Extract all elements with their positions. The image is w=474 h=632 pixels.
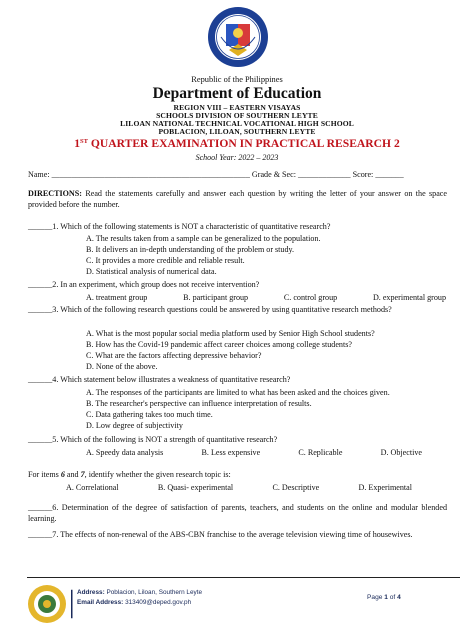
option: A. The responses of the participants are limited to what has been asked and the choices given. — [86, 388, 390, 397]
question-4-stem[interactable]: ______4. Which statement below illustrates a weakness of quantitative research? — [28, 375, 291, 384]
address-line: POBLACION, LILOAN, SOUTHERN LEYTE — [158, 127, 316, 136]
school-logo-icon — [27, 584, 67, 624]
option: C. Replicable — [298, 448, 343, 457]
option: B. Quasi- experimental — [157, 483, 234, 492]
option: C. control group — [283, 293, 338, 302]
footer-divider — [27, 577, 460, 578]
school-line: LILOAN NATIONAL TECHNICAL VOCATIONAL HIGH SCHOOL — [120, 119, 354, 128]
option: B. It delivers an in-depth understanding of the problem or study. — [86, 245, 295, 254]
page-number: Page 1 of 4 — [367, 594, 401, 601]
option: C. It provides a more credible and reliable result. — [86, 256, 245, 265]
footer-address: Address: Poblacion, Liloan, Southern Leyte — [77, 589, 203, 596]
option: A. The results taken from a sample can be generalized to the population. — [86, 234, 321, 243]
footer-separator — [71, 585, 73, 623]
question-1-options — [86, 233, 446, 277]
option: C. Descriptive — [272, 483, 320, 492]
option: A. Correlational — [66, 483, 119, 492]
option: D. Low degree of subjectivity — [86, 421, 183, 430]
question-2-options — [86, 292, 446, 303]
exam-title: 1ST QUARTER EXAMINATION IN PRACTICAL RESEARCH 2 — [74, 137, 400, 150]
option: B. participant group — [183, 293, 249, 302]
option: D. Experimental — [358, 483, 412, 492]
option: A. What is the most popular social media platform used by Senior High School students? — [86, 329, 375, 338]
question-3-stem[interactable]: ______3. Which of the following research questions could be answered by using quantitative research methods? — [28, 305, 392, 314]
question-4-options — [86, 387, 456, 431]
option: B. How has the Covid-19 pandemic affect career choices among college students? — [86, 340, 352, 349]
option: D. Statistical analysis of numerical data. — [86, 267, 217, 276]
question-7-stem[interactable]: ______7. The effects of non-renewal of the ABS-CBN franchise to the average television viewing time of housewives. — [28, 530, 413, 539]
question-5-stem[interactable]: ______5. Which of the following is NOT a strength of quantitative research? — [28, 435, 278, 444]
option: C. What are the factors affecting depressive behavior? — [86, 351, 262, 360]
option: A. Speedy data analysis — [86, 448, 164, 457]
school-year: School Year: 2022 – 2023 — [195, 153, 279, 162]
question-2-stem[interactable]: ______2. In an experiment, which group does not receive intervention? — [28, 280, 260, 289]
option: D. None of the above. — [86, 362, 158, 371]
items-6-7-intro: For items 6 and 7, identify whether the given research topic is: — [28, 470, 231, 479]
question-5-options — [86, 447, 422, 458]
option: B. The researcher's perspective can influence interpretation of results. — [86, 399, 312, 408]
division-line: SCHOOLS DIVISION OF SOUTHERN LEYTE — [156, 111, 318, 120]
option: D. Objective — [380, 448, 422, 457]
question-3-options — [86, 328, 451, 372]
option: A. treatment group — [86, 293, 148, 302]
items-6-7-choices — [66, 482, 412, 493]
option: C. Data gathering takes too much time. — [86, 410, 213, 419]
republic-line: Republic of the Philippines — [191, 75, 283, 84]
deped-seal-icon — [207, 6, 269, 68]
footer-email: Email Address: 313409@deped.gov.ph — [77, 599, 192, 606]
student-info-field[interactable]: Name: _________________________________________________ Grade & Sec: _____________ Score: _______ — [28, 170, 404, 179]
department-name: Department of Education — [152, 85, 322, 102]
option: D. experimental group — [372, 293, 446, 302]
region-line: REGION VIII – EASTERN VISAYAS — [173, 103, 301, 112]
directions: DIRECTIONS: Read the statements carefully and answer each question by writing the letter of your answer on the space provided before the number. — [28, 189, 447, 210]
question-6-stem[interactable]: ______6. Determination of the degree of satisfaction of parents, teachers, and students on the online and modular blended learning. — [28, 503, 447, 524]
question-1-stem[interactable]: ______1. Which of the following statements is NOT a characteristic of quantitative research? — [28, 222, 331, 231]
option: B. Less expensive — [201, 448, 261, 457]
